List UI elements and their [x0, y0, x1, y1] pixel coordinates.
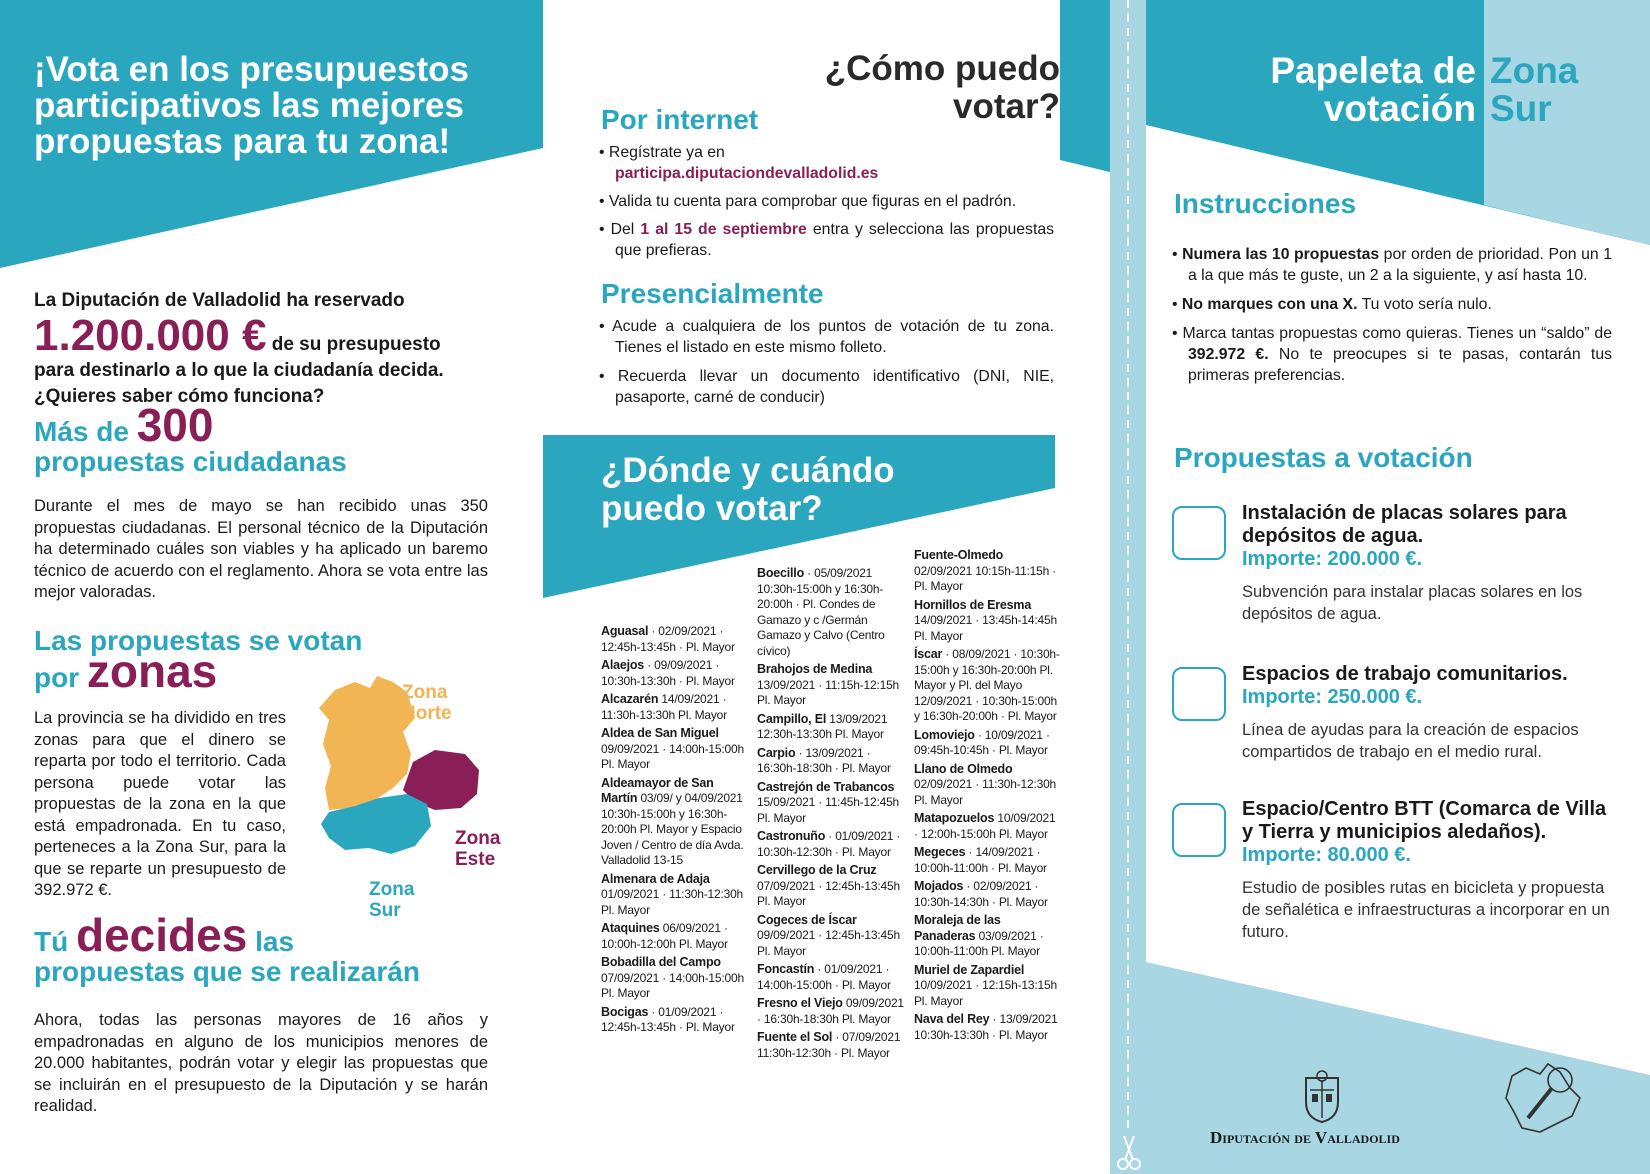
municipality-info: · 13/09/2021 · 16:30h-18:30h · Pl. Mayor: [757, 745, 891, 775]
municipality-entry: [757, 712, 905, 743]
ballot-title: [1200, 52, 1476, 128]
municipality-info: 09/09/2021 · 12:45h-13:45h Pl. Mayor: [757, 928, 900, 958]
municipality-name: Castrejón de Trabancos: [757, 779, 895, 794]
municipality-entry: [914, 647, 1062, 725]
bullet-acude: • Acude a cualquiera de los puntos de votación de tu zona. Tienes el listado en este mismo folleto.: [599, 318, 1054, 356]
municipalities-col2: [757, 566, 905, 1064]
municipality-name: Íscar: [914, 647, 943, 661]
municipality-entry: [914, 548, 1062, 595]
como-votar-title: ¿Cómo puedo votar?: [824, 49, 1060, 126]
section-300-body: Durante el mes de mayo se han recibido unas 350 propuestas ciudadanas. El personal técnico de la Diputación ha determinado cuáles son viables y ha aplicado un baremo técnico de acuerdo con el reglamento. Ahora se vota entre las mejor valoradas.: [34, 497, 488, 601]
municipality-info: · 01/09/2021 · 12:45h-13:45h · Pl. Mayor: [601, 1004, 735, 1034]
intro-line3: para destinarlo a lo que la ciudadanía decida. ¿Quieres saber cómo funciona?: [34, 360, 444, 407]
municipality-entry: [914, 728, 1062, 759]
municipality-entry: [757, 566, 905, 659]
sec1-pre: Más de: [34, 416, 137, 447]
municipality-name: Boecillo: [757, 566, 805, 580]
municipality-info: 07/09/2021 · 12:45h-13:45h Pl. Mayor: [757, 878, 900, 908]
i2-em: No marques con una X.: [1181, 296, 1358, 313]
municipality-info: 13/09/2021 · 11:15h-12:15h Pl. Mayor: [757, 677, 900, 707]
municipality-entry: [914, 913, 1062, 960]
municipality-info: 09/09/2021 · 16:30h-18:30h Pl. Mayor: [757, 996, 904, 1026]
bullet-validate: • Valida tu cuenta para comprobar que figuras en el padrón.: [599, 193, 1017, 210]
municipality-entry: [757, 746, 905, 777]
section-zonas-body: La provincia se ha dividido en tres zonas para que el dinero se reparta por todo el territorio. Cada persona puede votar las propuestas de la zona en la que está empadronada. En tu caso, perteneces a la Zona Sur, para la que se reparte un presupuesto de 392.972 €.: [34, 709, 286, 899]
municipality-entry: [757, 962, 905, 993]
zona-sur-1: Zona: [369, 879, 415, 900]
municipality-name: Brahojos de Medina: [757, 662, 873, 676]
municipality-name: Ataquines: [601, 921, 660, 935]
municipality-entry: [601, 726, 749, 773]
zona-norte-2: Norte: [402, 703, 452, 724]
b2-text: Valida tu cuenta para comprobar que figuras en el padrón.: [608, 193, 1017, 210]
zona-este-label: [455, 828, 500, 870]
municipality-name: Nava del Rey: [914, 1012, 990, 1026]
instrucciones-heading: Instrucciones: [1174, 188, 1357, 219]
b3-dates: 1 al 15 de septiembre: [640, 221, 807, 238]
municipality-name: Fuente el Sol: [757, 1030, 833, 1044]
sec3-line2: propuestas que se realizarán: [34, 956, 420, 987]
proposal-1: [1242, 502, 1617, 625]
municipality-entry: [601, 692, 749, 723]
municipality-name: Matapozuelos: [914, 811, 995, 825]
proposal-2: [1242, 663, 1617, 763]
budget-amount: 1.200.000 €: [34, 311, 267, 360]
municipality-entry: [757, 863, 905, 910]
sec1-post: propuestas ciudadanas: [34, 446, 347, 477]
municipality-entry: [757, 1030, 905, 1061]
municipality-name: Carpio: [757, 745, 796, 760]
sec1-number: 300: [136, 399, 214, 451]
sec2-zonas: zonas: [86, 645, 218, 697]
municipality-entry: [601, 955, 749, 1002]
sec3-pre: Tú: [34, 926, 76, 957]
municipality-name: Cervillego de la Cruz: [757, 863, 877, 877]
municipality-info: 14/09/2021 · 13:45h-14:45h Pl. Mayor: [914, 613, 1057, 643]
municipality-info: 02/09/2021 10:15h-11:15h · Pl. Mayor: [914, 563, 1057, 593]
panel1-headline: ¡Vota en los presupuestos participativos las mejores propuestas para tu zona!: [34, 50, 469, 161]
i1-post: por orden de prioridad. Pon un 1 a la que más te guste, un 2 a la siguiente, y así hasta 10.: [1188, 246, 1612, 284]
section-decides-body: Ahora, todas las personas mayores de 16 años y empadronadas en alguno de los municipios menores de 20.000 habitantes, podrán votar y elegir las propuestas que se incluirán en el presupuesto de la Diputación y se harán realidad.: [34, 1011, 488, 1115]
municipality-info: · 14/09/2021 · 10:00h-11:00h · Pl. Mayor: [914, 845, 1047, 875]
zona-este-2: Este: [455, 849, 496, 870]
municipality-info: · 09/09/2021 · 10:30h-13:30h · Pl. Mayor: [601, 658, 735, 688]
municipality-info: · 01/09/2021 · 10:30h-12:30h · Pl. Mayor: [757, 829, 901, 859]
municipalities-col1: [601, 624, 749, 1039]
participation-link[interactable]: participa.diputaciondevalladolid.es: [615, 165, 879, 182]
budget-intro: [34, 288, 484, 410]
i2-post: Tu voto sería nulo.: [1357, 296, 1492, 313]
municipality-name: Fresno el Viejo: [757, 996, 843, 1010]
municipality-name: Bocigas: [601, 1004, 649, 1019]
i3-post: No te preocupes si te pasas, contarán tus primeras preferencias.: [1188, 346, 1613, 384]
municipality-info: · 01/09/2021 · 14:00h-15:00h · Pl. Mayor: [757, 962, 891, 992]
b4-text: Acude a cualquiera de los puntos de votación de tu zona. Tienes el listado en este mismo folleto.: [612, 318, 1054, 356]
scissors-icon: [1114, 1132, 1144, 1172]
proposal-3-title: Espacio/Centro BTT (Comarca de Villa y Tierra y municipios aledaños).: [1242, 798, 1607, 843]
province-map-pencil-icon: [1500, 1058, 1590, 1138]
vote-box-3[interactable]: [1172, 803, 1226, 857]
section-300-heading: [34, 399, 494, 477]
municipality-info: · 05/09/2021 10:30h-15:00h y 16:30h-20:00h · Pl. Condes de Gamazo y c /Germán Gamazo y Calvo (Centro cívico): [757, 566, 885, 658]
municipality-info: · 13/09/2021 10:30h-13:30h · Pl. Mayor: [914, 1012, 1058, 1042]
municipality-entry: [914, 845, 1062, 876]
municipality-info: 10/09/2021 · 12:00h-15:00h Pl. Mayor: [914, 811, 1056, 841]
sec3-decides: decides: [76, 909, 248, 961]
municipality-name: Bobadilla del Campo: [601, 955, 721, 969]
municipality-info: · 08/09/2021 · 10:30h-15:00h y 16:30h-20:00h Pl. Mayor y Pl. del Mayo 12/09/2021 · 10:30h-15:00h y 16:30h-20:00h · Pl. Mayor: [914, 647, 1060, 723]
i3-em: 392.972 €.: [1188, 346, 1269, 363]
municipality-entry: [914, 762, 1062, 809]
b5-text: Recuerda llevar un documento identificativo (DNI, NIE, pasaporte, carné de conducir): [615, 368, 1055, 406]
municipality-name: Hornillos de Eresma: [914, 597, 1032, 612]
proposal-3: [1242, 798, 1617, 943]
bullet-documento: • Recuerda llevar un documento identificativo (DNI, NIE, pasaporte, carné de conducir): [599, 368, 1055, 406]
presencialmente-heading: Presencialmente: [601, 278, 824, 309]
municipality-info: 10/09/2021 · 12:15h-13:15h Pl. Mayor: [914, 978, 1057, 1008]
proposal-3-amount: Importe: 80.000 €.: [1242, 844, 1411, 866]
instructions-list: [1172, 244, 1612, 386]
municipality-entry: [757, 780, 905, 827]
municipality-name: Foncastín: [757, 962, 815, 976]
municipality-name: Mojados: [914, 879, 964, 893]
municipality-name: Moraleja de las Panaderas: [914, 913, 1001, 943]
municipality-name: Cogeces de Íscar: [757, 912, 857, 927]
municipality-name: Llano de Olmedo: [914, 761, 1013, 776]
municipality-entry: [601, 658, 749, 689]
zona-norte-label: [402, 682, 452, 724]
intro-mid: de su presupuesto: [266, 334, 441, 355]
municipality-info: · 07/09/2021 11:30h-12:30h · Pl. Mayor: [757, 1030, 901, 1060]
municipality-name: Campillo, El: [757, 711, 827, 726]
municipality-info: 06/09/2021 · 10:00h-12:00h Pl. Mayor: [601, 921, 728, 951]
municipality-info: 03/09/2021 · 10:00h-11:00h Pl. Mayor: [914, 928, 1044, 958]
municipality-entry: [757, 662, 905, 709]
municipality-entry: [601, 1005, 749, 1036]
municipality-entry: [601, 872, 749, 919]
municipality-entry: [601, 776, 749, 869]
municipality-info: 01/09/2021 · 11:30h-12:30h Pl. Mayor: [601, 887, 744, 917]
municipality-name: Aldea de San Miguel: [601, 726, 719, 740]
propuestas-heading: Propuestas a votación: [1174, 442, 1473, 473]
proposal-1-title: Instalación de placas solares para depósitos de agua.: [1242, 502, 1567, 547]
proposal-3-desc: Estudio de posibles rutas en bicicleta y propuesta de señalética e infraestructuras a incorporar en un futuro.: [1242, 879, 1610, 941]
municipality-name: Fuente-Olmedo: [914, 548, 1004, 562]
proposal-2-desc: Línea de ayudas para la creación de espacios compartidos de trabajo en el medio rural.: [1242, 721, 1579, 761]
municipality-info: 15/09/2021 · 11:45h-12:45h Pl. Mayor: [757, 795, 900, 825]
internet-bullets: [599, 142, 1054, 261]
diputacion-logo-text: Diputación de Valladolid: [1210, 1128, 1400, 1147]
instr-2: • No marques con una X. Tu voto sería nulo.: [1172, 296, 1492, 313]
sec2-pre: Las propuestas se votan: [34, 625, 363, 656]
municipality-info: 14/09/2021 · 11:30h-13:30h Pl. Mayor: [601, 692, 727, 722]
municipality-info: · 02/09/2021 · 12:45h-13:45h · Pl. Mayor: [601, 624, 735, 654]
municipalities-col3: [914, 548, 1062, 1046]
municipality-entry: [914, 1012, 1062, 1043]
municipality-info: 07/09/2021 · 14:00h-15:00h Pl. Mayor: [601, 970, 744, 1000]
municipality-info: · 02/09/2021 · 10:30h-14:30h · Pl. Mayor: [914, 879, 1048, 909]
sec2-por: por: [34, 662, 87, 693]
zona-sur-2: Sur: [369, 900, 401, 921]
sec3-post: las: [247, 926, 295, 957]
municipality-info: 02/09/2021 · 11:30h-12:30h Pl. Mayor: [914, 777, 1057, 807]
proposal-1-desc: Subvención para instalar placas solares en los depósitos de agua.: [1242, 583, 1583, 623]
municipality-info: 09/09/2021 · 14:00h-15:00h Pl. Mayor: [601, 741, 744, 771]
municipality-info: · 10/09/2021 · 09:45h-10:45h · Pl. Mayor: [914, 727, 1050, 757]
b1-text: Regístrate ya en: [608, 144, 725, 161]
bullet-register: • Regístrate ya en participa.diputaciondevalladolid.es: [599, 144, 879, 182]
zona-sur-label: [369, 879, 414, 921]
por-internet-heading: Por internet: [601, 104, 759, 135]
vote-box-2[interactable]: [1172, 667, 1226, 721]
instr-1: • Numera las 10 propuestas por orden de prioridad. Pon un 1 a la que más te guste, un 2 a la siguiente, y así hasta 10.: [1172, 246, 1612, 284]
b3-pre: Del: [610, 221, 641, 238]
municipality-name: Aguasal: [601, 624, 649, 638]
b3-post: entra y selecciona las propuestas que prefieras.: [615, 221, 1055, 259]
municipality-info: 03/09/ y 04/09/2021 10:30h-15:00h y 16:30h-20:00h Pl. Mayor y Espacio Joven / Centro de día Avda. Valladolid 13-15: [601, 791, 744, 867]
donde-heading: ¿Dónde y cuándo puedo votar?: [601, 451, 895, 528]
municipality-entry: [757, 996, 905, 1027]
intro-line1: La Diputación de Valladolid ha reservado: [34, 290, 405, 311]
municipality-name: Aldeamayor de San Martín: [601, 775, 714, 805]
municipality-entry: [757, 913, 905, 960]
municipality-name: Lomoviejo: [914, 727, 975, 742]
title-papeleta: Papeleta de: [1270, 50, 1476, 91]
zona-sur-title: [1490, 52, 1578, 128]
proposal-2-amount: Importe: 250.000 €.: [1242, 686, 1423, 708]
title-zona: Zona: [1490, 50, 1579, 91]
municipality-name: Castronuño: [757, 829, 826, 843]
municipality-entry: [757, 829, 905, 860]
municipality-entry: [914, 811, 1062, 842]
title-votacion: votación: [1323, 88, 1476, 129]
municipality-entry: [601, 624, 749, 655]
bullet-dates: • Del 1 al 15 de septiembre entra y selecciona las propuestas que prefieras.: [599, 221, 1055, 259]
instr-3: • Marca tantas propuestas como quieras. Tienes un “saldo” de 392.972 €. No te preocupes si te pasas, contarán tus primeras preferencias.: [1172, 325, 1613, 384]
municipality-entry: [601, 921, 749, 952]
zona-norte-1: Zona: [402, 682, 448, 703]
municipality-name: Megeces: [914, 845, 966, 859]
coat-of-arms-icon: [1300, 1070, 1344, 1124]
municipality-name: Alaejos: [601, 658, 645, 672]
municipality-name: Almenara de Adaja: [601, 871, 710, 886]
proposal-2-title: Espacios de trabajo comunitarios.: [1242, 663, 1568, 685]
municipality-name: Muriel de Zapardiel: [914, 962, 1025, 977]
municipality-entry: [914, 598, 1062, 645]
proposal-1-amount: Importe: 200.000 €.: [1242, 548, 1423, 570]
i3-pre: Marca tantas propuestas como quieras. Tienes un “saldo” de: [1182, 325, 1612, 342]
zona-este-1: Zona: [455, 828, 501, 849]
title-sur: Sur: [1490, 88, 1552, 129]
municipality-entry: [914, 879, 1062, 910]
municipality-entry: [914, 963, 1062, 1010]
vote-box-1[interactable]: [1172, 506, 1226, 560]
presencial-bullets: [599, 316, 1054, 408]
municipality-info: 13/09/2021 12:30h-13:30h Pl. Mayor: [757, 711, 888, 741]
municipality-name: Alcazarén: [601, 692, 659, 706]
i1-em: Numera las 10 propuestas: [1182, 246, 1380, 263]
